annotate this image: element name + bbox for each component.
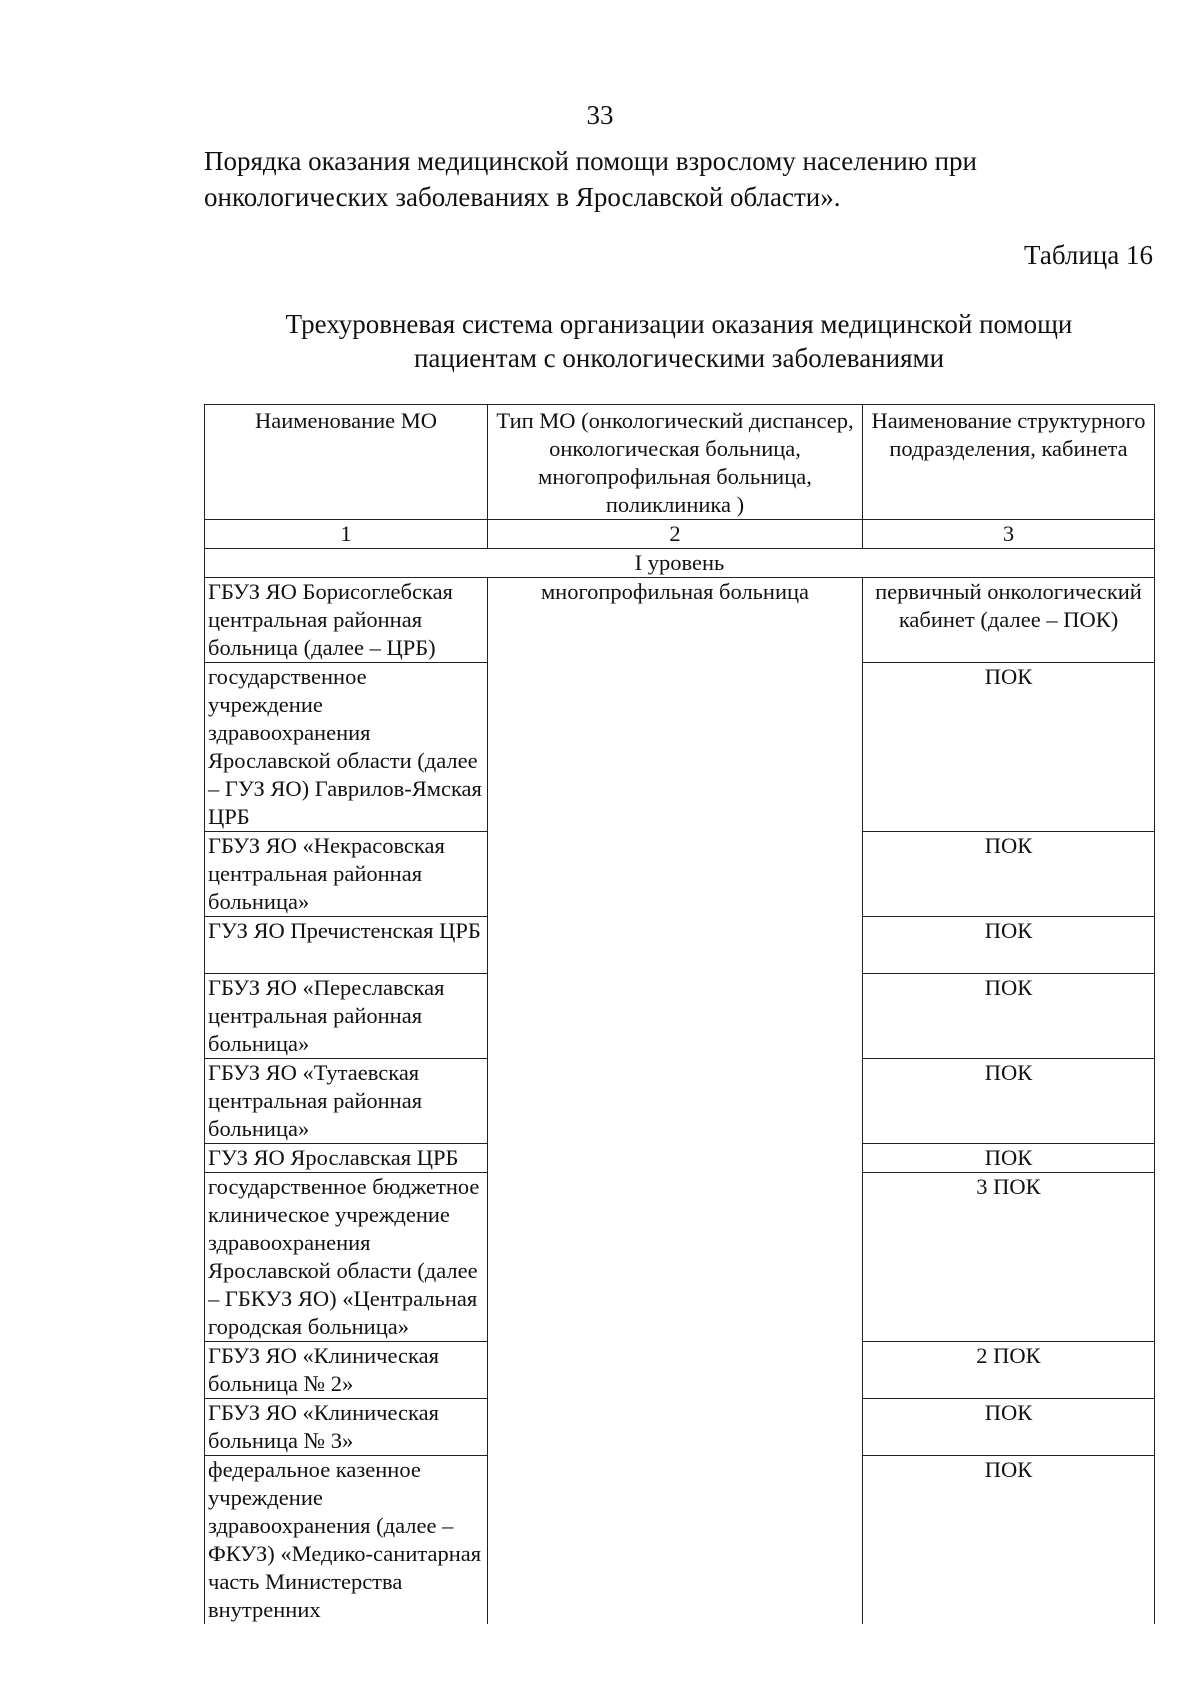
mo-name-cell: государственное бюджетное клиническое учреждение здравоохранения Ярославской области (далее – ГБКУЗ ЯО) «Центральная городская больница» — [205, 1173, 488, 1342]
unit-cell: ПОК — [863, 1144, 1155, 1173]
unit-cell: 2 ПОК — [863, 1342, 1155, 1399]
page-number: 33 — [586, 100, 614, 130]
mo-name-cell: государственное учреждение здравоохранения Ярославской области (далее – ГУЗ ЯО) Гаврилов-Ямская ЦРБ — [205, 663, 488, 832]
unit-cell: 3 ПОК — [863, 1173, 1155, 1342]
mo-name-cell: ГБУЗ ЯО «Клиническая больница № 2» — [205, 1342, 488, 1399]
level-row — [205, 549, 1155, 578]
column-number-row — [205, 520, 1155, 549]
unit-cell: ПОК — [863, 1059, 1155, 1144]
header-unit-name: Наименование структурного подразделения, кабинета — [863, 405, 1155, 520]
column-number: 2 — [488, 520, 863, 549]
unit-cell: ПОК — [863, 832, 1155, 917]
unit-cell: ПОК — [863, 1399, 1155, 1456]
mo-name-cell: ГБУЗ ЯО «Переславская центральная районная больница» — [205, 974, 488, 1059]
unit-cell: ПОК — [863, 917, 1155, 974]
mo-type-cell: многопрофильная больница — [488, 578, 863, 1625]
mo-name-cell: ГБУЗ ЯО «Некрасовская центральная районная больница» — [205, 832, 488, 917]
organizations-table — [204, 404, 1155, 1624]
unit-cell: ПОК — [863, 663, 1155, 832]
level-label: I уровень — [205, 549, 1155, 578]
table-header-row — [205, 405, 1155, 520]
mo-name-cell: федеральное казенное учреждение здравоохранения (далее – ФКУЗ) «Медико-санитарная часть Министерства внутренних — [205, 1456, 488, 1625]
mo-name-cell: ГБУЗ ЯО Борисоглебская центральная районная больница (далее – ЦРБ) — [205, 578, 488, 663]
table-title — [204, 307, 1154, 375]
mo-name-cell: ГУЗ ЯО Пречистенская ЦРБ — [205, 917, 488, 974]
table-row — [205, 578, 1155, 663]
mo-name-cell: ГУЗ ЯО Ярославская ЦРБ — [205, 1144, 488, 1173]
header-mo-type: Тип МО (онкологический диспансер, онкологическая больница, многопрофильная больница, поликлиника ) — [488, 405, 863, 520]
intro-paragraph: Порядка оказания медицинской помощи взрослому населению при онкологических заболеваниях в Ярославской области». — [204, 146, 977, 212]
unit-cell: первичный онкологический кабинет (далее – ПОК) — [863, 578, 1155, 663]
unit-cell: ПОК — [863, 1456, 1155, 1625]
column-number: 3 — [863, 520, 1155, 549]
table-title-line-2: пациентам с онкологическими заболеваниями — [413, 343, 945, 373]
header-mo-name: Наименование МО — [205, 405, 488, 520]
mo-name-cell: ГБУЗ ЯО «Тутаевская центральная районная больница» — [205, 1059, 488, 1144]
mo-name-cell: ГБУЗ ЯО «Клиническая больница № 3» — [205, 1399, 488, 1456]
unit-cell: ПОК — [863, 974, 1155, 1059]
column-number: 1 — [205, 520, 488, 549]
table-title-line-1: Трехуровневая система организации оказания медицинской помощи — [285, 309, 1073, 339]
table-label: Таблица 16 — [1024, 240, 1153, 270]
